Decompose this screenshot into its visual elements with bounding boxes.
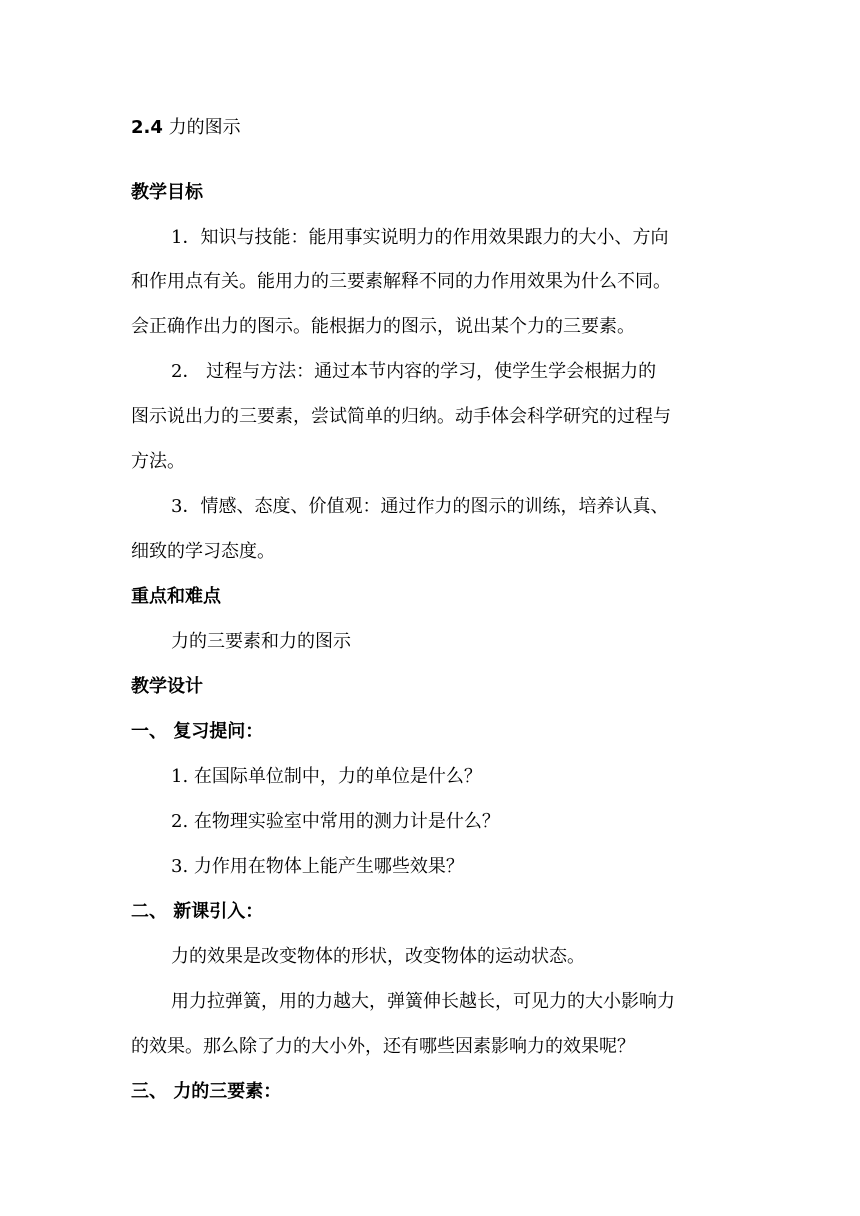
lesson-title [131, 116, 731, 140]
section-1-heading: 一、 复习提问： [131, 721, 264, 742]
objective-1-line-2: 和作用点有关。能用力的三要素解释不同的力作用效果为什么不同。 [131, 271, 671, 292]
key-points-text: 力的三要素和力的图示 [171, 631, 351, 652]
objective-3-line-1: 3．情感、态度、价值观：通过作力的图示的训练，培养认真、 [171, 496, 669, 517]
intro-paragraph-2-line-2: 的效果。那么除了力的大小外，还有哪些因素影响力的效果呢？ [131, 1036, 635, 1057]
intro-paragraph-1: 力的效果是改变物体的形状，改变物体的运动状态。 [171, 946, 585, 967]
heading-design: 教学设计 [131, 676, 203, 697]
objective-3-line-2: 细致的学习态度。 [131, 541, 275, 562]
objective-2-line-1: 2． 过程与方法：通过本节内容的学习，使学生学会根据力的 [171, 361, 657, 382]
review-question-2: 2. 在物理实验室中常用的测力计是什么？ [171, 811, 500, 832]
section-2-heading: 二、 新课引入： [131, 901, 264, 922]
intro-paragraph-2-line-1: 用力拉弹簧，用的力越大，弹簧伸长越长，可见力的大小影响力 [171, 991, 675, 1012]
lesson-number: 2.4 [131, 117, 163, 138]
section-3-heading: 三、 力的三要素： [131, 1081, 282, 1102]
objective-1-line-3: 会正确作出力的图示。能根据力的图示，说出某个力的三要素。 [131, 316, 635, 337]
objective-1-line-1: 1．知识与技能：能用事实说明力的作用效果跟力的大小、方向 [171, 227, 669, 248]
objective-2-line-2: 图示说出力的三要素，尝试简单的归纳。动手体会科学研究的过程与 [131, 406, 671, 427]
review-question-3: 3. 力作用在物体上能产生哪些效果？ [171, 856, 464, 877]
objective-2-line-3: 方法。 [131, 451, 185, 472]
lesson-title-text: 力的图示 [162, 117, 241, 138]
heading-key-points: 重点和难点 [131, 586, 221, 607]
review-question-1: 1. 在国际单位制中，力的单位是什么？ [171, 766, 482, 787]
heading-objectives: 教学目标 [131, 182, 203, 203]
